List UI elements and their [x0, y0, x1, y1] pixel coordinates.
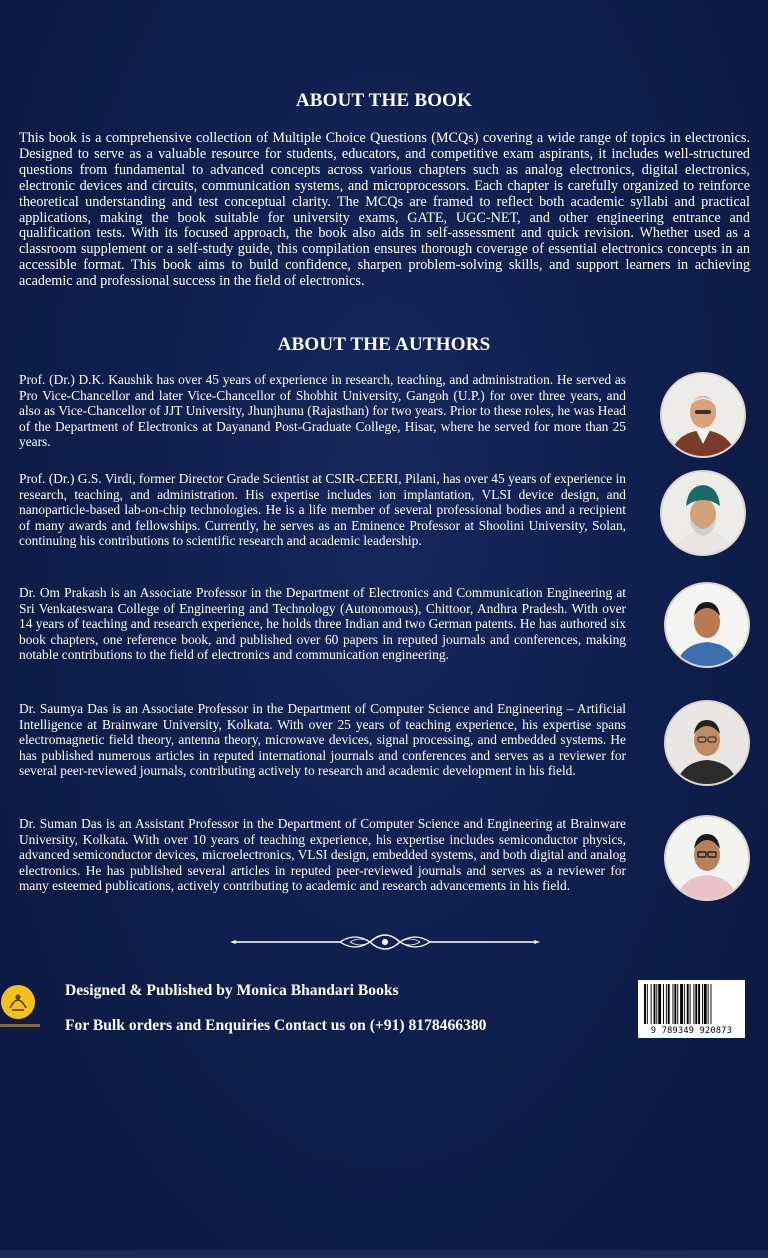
about-authors-heading: ABOUT THE AUTHORS: [277, 334, 491, 355]
about-book-text: This book is a comprehensive collection of Multiple Choice Questions (MCQs) covering a wide range of topics in electronics. Designed to serve as a valuable resource for students, educators, and competitive exam aspirants, it includes well-structured questions from fundamental to advanced concepts across various chapters such as analog electronics, digital electronics, electronic devices and circuits, communication systems, and microprocessors. Each chapter is carefully organized to reinforce theoretical understanding and test conceptual clarity. The MCQs are framed to reflect both academic syllabi and practical applications, making the book suitable for university exams, GATE, UGC-NET, and other engineering entrance and qualification tests. With its focused approach, the book also aids in self-assessment and quick revision. Whether used as a classroom supplement or a self-study guide, this compilation ensures thorough coverage of essential electronics concepts in an accessible format. This book aims to build confidence, sharpen problem-solving skills, and support learners in achieving academic and professional success in the field of electronics.: [19, 130, 750, 290]
author-photo-saumya-das: [664, 700, 750, 786]
author-bio-kaushik: Prof. (Dr.) D.K. Kaushik has over 45 years of experience in research, teaching, and administration. He served as Pro Vice-Chancellor and later Vice-Chancellor of Shobhit University, Gangoh (U.P.) for over three years, and also as Vice-Chancellor of JJT University, Jhunjhunu (Rajasthan) for two years. Prior to these roles, he was Head of the Department of Electronics at Dayanand Post-Graduate College, Hisar, where he served for more than 25 years.: [19, 372, 626, 450]
publisher-logo-icon: [0, 984, 40, 1036]
about-book-heading: ABOUT THE BOOK: [295, 90, 473, 111]
author-photo-virdi: [660, 470, 746, 556]
isbn-digits: 9 789349 920873: [650, 1026, 733, 1036]
author-photo-om-prakash: [664, 582, 750, 668]
ornamental-divider-icon: [230, 930, 540, 954]
author-bio-virdi: Prof. (Dr.) G.S. Virdi, former Director Grade Scientist at CSIR-CEERI, Pilani, has over 45 years of experience in research, teaching, and administration. His expertise includes ion implantation, VLSI device design, and nanoparticle-based lab-on-chip technologies. He is a life member of several professional bodies and a recipient of many awards and fellowships. Currently, he serves as an Eminence Professor at Shoolini University, Solan, continuing his contributions to scientific research and academic leadership.: [19, 471, 626, 549]
isbn-barcode: [638, 980, 745, 1038]
author-photo-kaushik: [660, 372, 746, 458]
author-photo-suman-das: [664, 815, 750, 901]
publisher-credit: Designed & Published by Monica Bhandari Books: [65, 982, 399, 999]
author-bio-om-prakash: Dr. Om Prakash is an Associate Professor in the Department of Electronics and Communication Engineering at Sri Venkateswara College of Engineering and Technology (Autonomous), Chittoor, Andhra Pradesh. With over 14 years of teaching and research experience, he holds three Indian and two German patents. He has authored six book chapters, one reference book, and published over 60 papers in reputed journals and conferences, making notable contributions to the field of electronics and communication engineering.: [19, 585, 626, 663]
author-bio-suman-das: Dr. Suman Das is an Assistant Professor in the Department of Computer Science and Engineering at Brainware University, Kolkata. With over 10 years of teaching experience, his expertise includes semiconductor physics, advanced semiconductor devices, microelectronics, VLSI design, embedded systems, and both digital and analog electronics. He has published several articles in reputed peer-reviewed journals and serves as a reviewer for many esteemed publications, actively contributing to academic and research advancements in his field.: [19, 816, 626, 894]
author-bio-saumya-das: Dr. Saumya Das is an Associate Professor in the Department of Computer Science and Engineering – Artificial Intelligence at Brainware University, Kolkata. With over 25 years of teaching experience, his expertise spans electromagnetic field theory, antenna theory, microwave devices, signal processing, and embedded systems. He has published numerous articles in reputed international journals and conferences and serves as a reviewer for several peer-reviewed journals, contributing actively to research and academic development in his field.: [19, 701, 626, 779]
bottom-edge: [0, 1250, 768, 1258]
contact-line: For Bulk orders and Enquiries Contact us on (+91) 8178466380: [65, 1017, 487, 1034]
